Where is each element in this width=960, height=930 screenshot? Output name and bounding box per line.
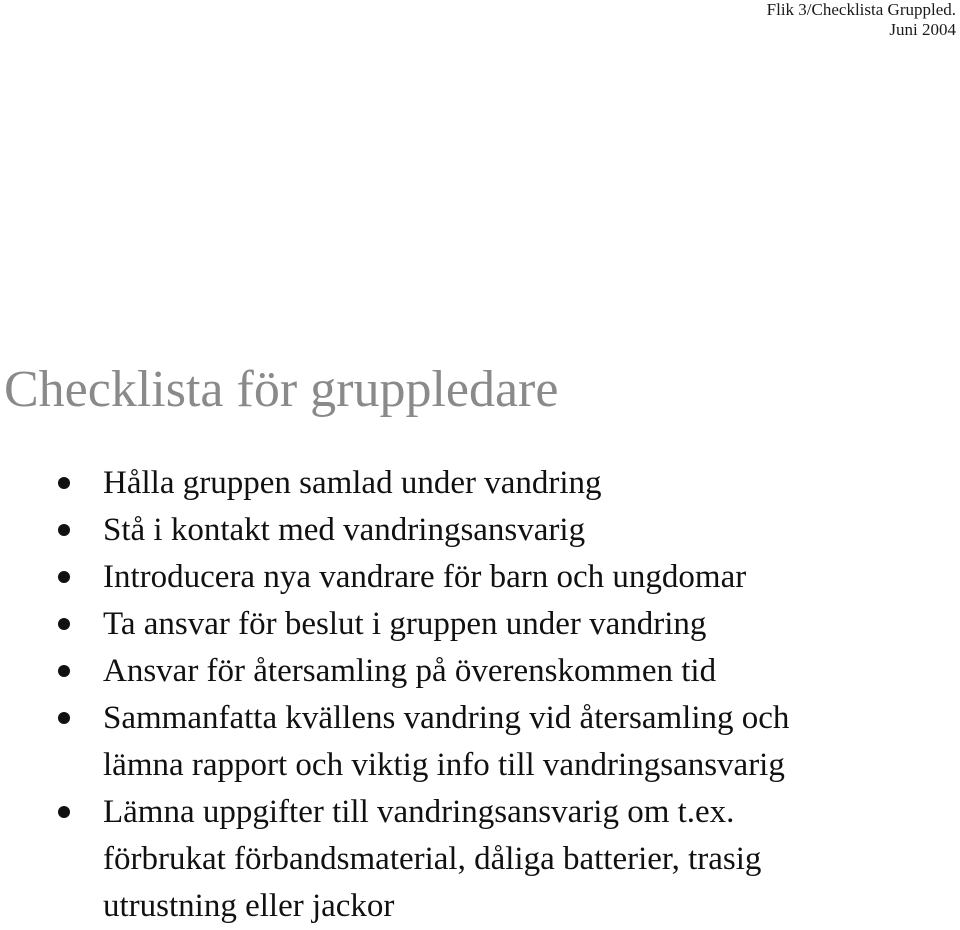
checklist-item-line: Sammanfatta kvällens vandring vid återsamling och — [103, 700, 790, 736]
bullet-dot-icon — [58, 524, 70, 536]
checklist-item-text — [103, 554, 960, 601]
checklist-item-text — [103, 789, 960, 930]
bullet-dot-icon — [58, 712, 70, 724]
checklist-item-line: Hålla gruppen samlad under vandring — [103, 465, 602, 501]
checklist-item-text — [103, 695, 960, 789]
bullet-dot-icon — [58, 806, 70, 818]
checklist-item-line: lämna rapport och viktig info till vandringsansvarig — [103, 747, 785, 783]
checklist-item-line: Introducera nya vandrare för barn och ungdomar — [103, 559, 747, 595]
checklist — [0, 460, 960, 930]
bullet-dot-icon — [58, 665, 70, 677]
header-section-label: Flik 3/Checklista Gruppled. — [766, 0, 956, 19]
page-title: Checklista för gruppledare — [4, 361, 559, 418]
header-date: Juni 2004 — [889, 20, 956, 39]
page-header — [767, 0, 956, 40]
checklist-item-line: Ta ansvar för beslut i gruppen under vandring — [103, 606, 707, 642]
checklist-item — [0, 648, 960, 695]
checklist-item — [0, 507, 960, 554]
bullet-dot-icon — [58, 477, 70, 489]
checklist-item — [0, 695, 960, 789]
checklist-item — [0, 554, 960, 601]
checklist-item-text — [103, 648, 960, 695]
checklist-item-line: Ansvar för återsamling på överenskommen tid — [103, 653, 717, 689]
checklist-item-text — [103, 460, 960, 507]
checklist-item-line: utrustning eller jackor — [103, 888, 395, 924]
bullet-dot-icon — [58, 618, 70, 630]
checklist-item-text — [103, 507, 960, 554]
checklist-item-line: Stå i kontakt med vandringsansvarig — [103, 512, 586, 548]
bullet-dot-icon — [58, 571, 70, 583]
checklist-item — [0, 789, 960, 930]
checklist-item — [0, 601, 960, 648]
checklist-item-line: Lämna uppgifter till vandringsansvarig om t.ex. — [103, 794, 735, 830]
checklist-item-line: förbrukat förbandsmaterial, dåliga batterier, trasig — [103, 841, 762, 877]
checklist-item-text — [103, 601, 960, 648]
checklist-item — [0, 460, 960, 507]
